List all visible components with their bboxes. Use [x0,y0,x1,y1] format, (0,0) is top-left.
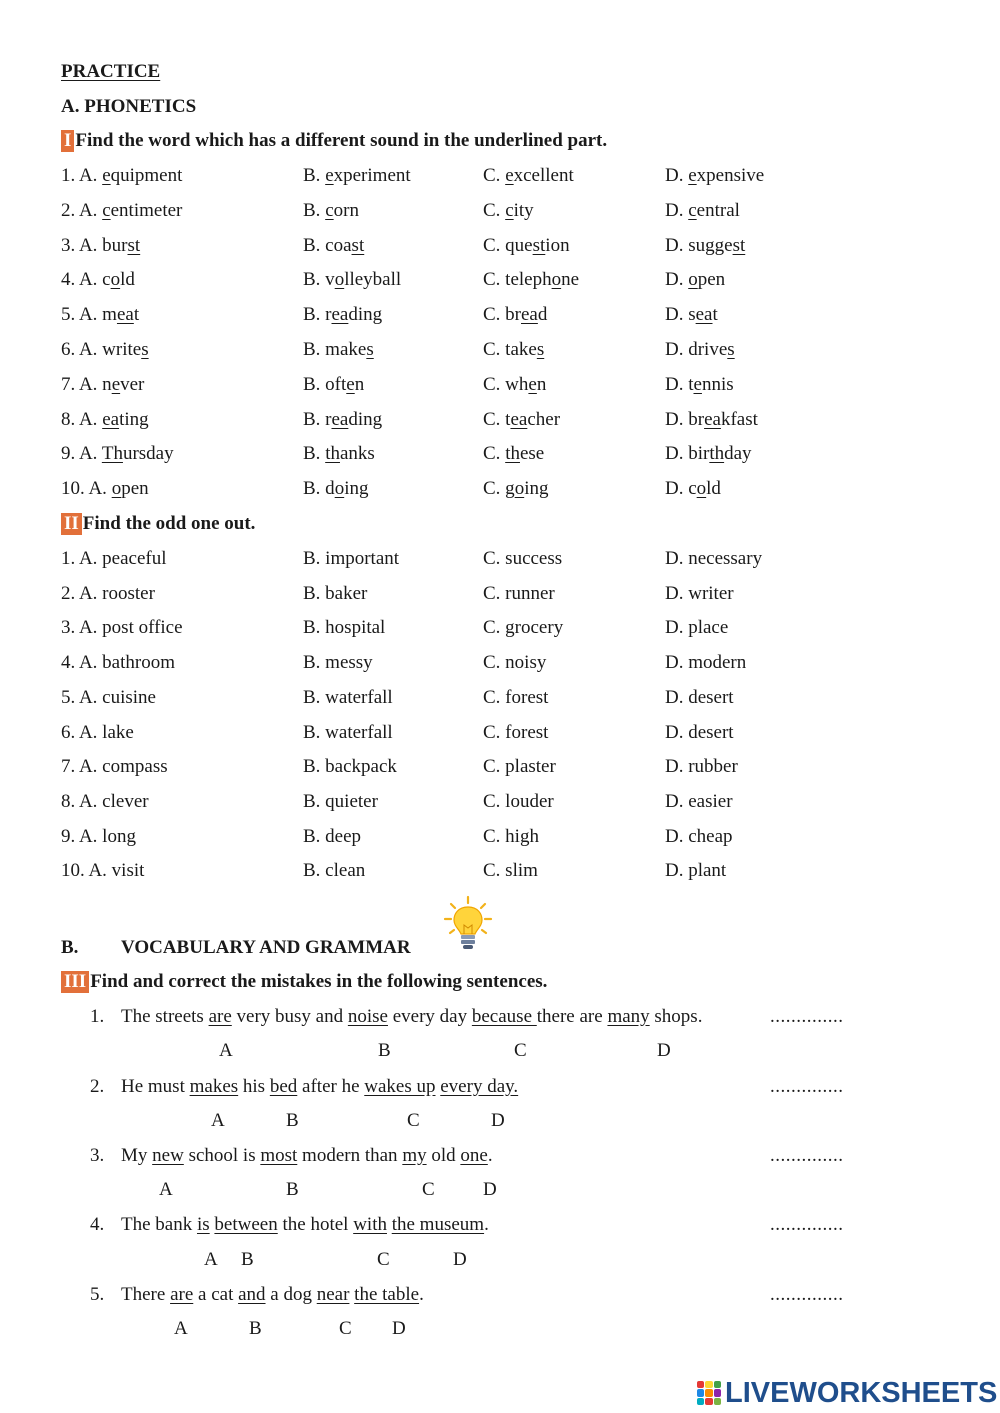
odd-one-out-option: C. forest [483,687,549,708]
option-text: n [536,374,547,395]
odd-one-out-option: D. easier [665,791,733,812]
option-letter-c: C [377,1249,390,1270]
option-text: B. oft [303,374,347,395]
sentence-text [121,1005,702,1029]
sentence-text [121,1213,489,1237]
underlined-sound: s [727,339,735,360]
exercise-2-instruction [61,512,255,536]
sentence-number: 1. [90,1006,105,1027]
underlined-sound: th [505,443,520,464]
option-letter-b: B [286,1110,299,1131]
phonetics-option [483,408,560,432]
odd-one-out-option: 7. A. compass [61,756,168,777]
odd-one-out-option: C. plaster [483,756,556,777]
odd-one-out-option: D. desert [665,722,734,743]
phonetics-option [61,164,182,188]
answer-blank[interactable]: .............. [770,1214,844,1235]
underlined-part: most [260,1145,298,1166]
underlined-sound: o [696,478,707,499]
sentence-segment: shops. [649,1006,703,1027]
option-text: pen [697,269,726,290]
answer-blank[interactable]: .............. [770,1145,844,1166]
option-text: ld [706,478,721,499]
option-text: 2. A. [61,200,103,221]
lightbulb-icon [442,895,494,953]
option-text: C. que [483,235,533,256]
sentence-number: 3. [90,1145,105,1166]
answer-blank[interactable]: .............. [770,1076,844,1097]
option-text: nnis [701,374,734,395]
odd-one-out-option: 10. A. visit [61,860,145,881]
underlined-sound: o [111,478,122,499]
option-text: ting [119,409,149,430]
underlined-part: and [238,1284,266,1305]
odd-one-out-option: D. necessary [665,548,763,569]
phonetics-option [303,234,364,258]
sentence-segment: his [238,1076,270,1097]
option-text: ion [545,235,570,256]
option-text: C. [483,200,506,221]
sentence-segment: after he [297,1076,365,1097]
phonetics-option [665,408,758,432]
underlined-sound: st [532,235,546,256]
option-letter-a: A [219,1040,233,1061]
underlined-part: between [214,1214,278,1235]
underlined-sound: ea [331,409,349,430]
option-text: B. r [303,409,332,430]
option-text: C. br [483,304,521,325]
option-text: pen [121,478,149,499]
option-text: B. d [303,478,335,499]
option-text: C. g [483,478,515,499]
option-text: D. br [665,409,705,430]
phonetics-option [665,338,735,362]
exercise-3-instruction [61,970,547,994]
underlined-sound: th [325,443,340,464]
option-text: D. sugge [665,235,733,256]
odd-one-out-option: C. slim [483,860,538,881]
underlined-part: my [402,1145,427,1166]
option-text: ing [524,478,549,499]
phonetics-option [483,164,574,188]
sentence-number: 2. [90,1076,105,1097]
option-letter-d: D [657,1040,671,1061]
option-text: xperiment [333,165,411,186]
odd-one-out-option: B. waterfall [303,722,393,743]
phonetics-option [303,268,401,292]
option-text: quipment [110,165,183,186]
odd-one-out-option: D. place [665,617,729,638]
underlined-sound: s [536,339,545,360]
underlined-sound: o [334,478,345,499]
underlined-sound: s [366,339,374,360]
exercise-2-instruction-text: Find the odd one out. [82,513,256,534]
option-letter-c: C [514,1040,527,1061]
underlined-sound: e [528,374,537,395]
sentence-segment: school is [183,1145,261,1166]
phonetics-option [303,303,382,327]
odd-one-out-option: 2. A. rooster [61,583,155,604]
underlined-sound: c [102,200,111,221]
odd-one-out-option: D. desert [665,687,734,708]
answer-blank[interactable]: .............. [770,1284,844,1305]
odd-one-out-option: 6. A. lake [61,722,134,743]
phonetics-option [483,477,548,501]
underlined-sound: ea [521,304,538,325]
sentence-number: 5. [90,1284,105,1305]
underlined-sound: st [127,235,141,256]
phonetics-option [665,234,745,258]
odd-one-out-option: 4. A. bathroom [61,652,175,673]
odd-one-out-option: C. grocery [483,617,564,638]
odd-one-out-option: B. important [303,548,400,569]
phonetics-option [303,338,374,362]
sentence-segment: a cat [193,1284,239,1305]
option-text: ver [120,374,145,395]
option-text: 7. A. n [61,374,112,395]
exercise-2-badge: II [61,513,82,535]
option-text: D. [665,165,689,186]
option-text: D. [665,200,689,221]
option-letter-d: D [392,1318,406,1339]
odd-one-out-option: C. noisy [483,652,547,673]
option-text: orn [333,200,359,221]
phonetics-option [303,164,411,188]
sentence-segment: old [426,1145,461,1166]
phonetics-option [665,268,725,292]
odd-one-out-option: B. backpack [303,756,397,777]
phonetics-option [665,442,752,466]
odd-one-out-option: 1. A. peaceful [61,548,167,569]
option-text: ese [519,443,545,464]
phonetics-option [483,373,546,397]
underlined-part: is [196,1214,210,1235]
sentence-segment: modern than [297,1145,403,1166]
answer-blank[interactable]: .............. [770,1006,844,1027]
option-text: C. teleph [483,269,552,290]
option-letter-d: D [483,1179,497,1200]
option-text: day [724,443,752,464]
underlined-sound: ea [510,409,528,430]
odd-one-out-option: C. louder [483,791,554,812]
option-text: 3. A. bur [61,235,128,256]
option-text: xpensive [696,165,765,186]
phonetics-option [483,338,544,362]
underlined-part: the table [354,1284,420,1305]
underlined-sound: e [325,165,334,186]
option-text: B. [303,165,326,186]
option-text: 9. A. [61,443,102,464]
phonetics-option [483,303,547,327]
phonetics-option [483,442,544,466]
underlined-sound: c [325,200,334,221]
phonetics-option [303,199,359,223]
option-text: D. drive [665,339,728,360]
underlined-sound: Th [101,443,123,464]
odd-one-out-option: B. waterfall [303,687,393,708]
underlined-sound: o [688,269,698,290]
option-text: D. bir [665,443,710,464]
phonetics-option [61,268,135,292]
underlined-sound: e [688,165,697,186]
odd-one-out-option: 9. A. long [61,826,136,847]
exercise-1-badge: I [61,130,74,152]
option-text: ursday [122,443,174,464]
underlined-part: makes [189,1076,239,1097]
underlined-sound: c [688,200,697,221]
phonetics-option [303,442,375,466]
underlined-part: are [208,1006,232,1027]
odd-one-out-option: B. baker [303,583,368,604]
exercise-3-badge: III [61,971,89,993]
option-text: d [537,304,548,325]
sentence-segment: . [419,1284,424,1305]
underlined-sound: th [709,443,725,464]
sentence-segment: My [121,1145,153,1166]
phonetics-option [665,164,764,188]
option-text: 5. A. m [61,304,117,325]
option-text: B. [303,200,326,221]
liveworksheets-logo-text: LIVEWORKSHEETS [725,1376,998,1409]
sentence-text [121,1144,493,1168]
sentence-segment: There [121,1284,171,1305]
odd-one-out-option: B. messy [303,652,373,673]
option-letter-b: B [286,1179,299,1200]
section-b-letter: B. [61,937,79,958]
option-text: ding [348,409,383,430]
option-text: ding [348,304,383,325]
underlined-sound: ea [331,304,349,325]
option-letter-b: B [241,1249,254,1270]
option-text: kfast [720,409,758,430]
option-text: B. r [303,304,332,325]
option-text: entimeter [110,200,183,221]
option-text: xcellent [513,165,574,186]
odd-one-out-option: 8. A. clever [61,791,149,812]
option-text: 4. A. c [61,269,111,290]
option-letter-c: C [339,1318,352,1339]
option-text: B. [303,443,326,464]
underlined-sound: e [346,374,355,395]
option-letter-d: D [453,1249,467,1270]
exercise-1-instruction-text: Find the word which has a different sound in the underlined part. [75,130,608,151]
phonetics-option [483,268,579,292]
sentence-text [121,1283,424,1307]
section-a-title: A. PHONETICS [61,96,197,117]
phonetics-option [61,477,149,501]
sentence-segment: . [487,1145,493,1166]
sentence-segment: every day [387,1006,472,1027]
sentence-segment: a dog [265,1284,317,1305]
underlined-sound: ea [116,304,134,325]
underlined-sound: o [514,478,525,499]
option-letter-a: A [211,1110,225,1131]
underlined-sound: o [110,269,121,290]
option-text: C. wh [483,374,529,395]
underlined-part: bed [269,1076,298,1097]
underlined-sound: e [111,374,121,395]
option-text: B. v [303,269,335,290]
underlined-part: are [170,1284,194,1305]
sentence-segment: the hotel [277,1214,354,1235]
odd-one-out-option: 3. A. post office [61,617,183,638]
option-text: D. t [665,374,694,395]
exercise-3-instruction-text: Find and correct the mistakes in the following sentences. [90,971,548,992]
phonetics-option [61,373,144,397]
option-text: 8. A. [61,409,103,430]
phonetics-option [665,477,721,501]
option-text: lleyball [344,269,402,290]
sentence-segment: very busy and [231,1006,348,1027]
underlined-part: with [353,1214,387,1235]
phonetics-option [483,234,570,258]
odd-one-out-option: C. forest [483,722,549,743]
underlined-part: wakes up [364,1076,436,1097]
underlined-part: noise [347,1006,388,1027]
option-text: D. c [665,478,697,499]
phonetics-option [303,477,368,501]
option-text: ity [513,200,534,221]
option-letter-a: A [159,1179,173,1200]
underlined-sound: st [732,235,746,256]
odd-one-out-option: B. hospital [303,617,386,638]
phonetics-option [665,199,740,223]
phonetics-option [61,338,149,362]
underlined-sound: o [334,269,345,290]
option-text: entral [696,200,740,221]
option-text: C. [483,165,506,186]
phonetics-option [61,199,182,223]
sentence-segment: He must [121,1076,190,1097]
option-text: ing [344,478,369,499]
odd-one-out-option: D. cheap [665,826,733,847]
sentence-segment: . [484,1214,489,1235]
option-text: n [354,374,365,395]
phonetics-option [303,408,382,432]
odd-one-out-option: C. success [483,548,563,569]
phonetics-option [61,303,139,327]
underlined-part: the museum [391,1214,485,1235]
liveworksheets-logo [697,1375,997,1411]
exercise-1-instruction [61,129,607,153]
option-text: ld [120,269,135,290]
option-letter-c: C [407,1110,420,1131]
option-text: D. [665,269,689,290]
option-letter-a: A [204,1249,218,1270]
option-text: C. [483,443,506,464]
odd-one-out-option: D. modern [665,652,747,673]
phonetics-option [61,442,174,466]
underlined-sound: e [693,374,702,395]
underlined-sound: e [102,165,111,186]
underlined-sound: c [505,200,514,221]
underlined-part: new [152,1145,184,1166]
sentence-segment: The streets [121,1006,209,1027]
odd-one-out-option: D. plant [665,860,727,881]
sentence-number: 4. [90,1214,105,1235]
odd-one-out-option: D. rubber [665,756,738,777]
sentence-segment: The bank [121,1214,197,1235]
option-text: t [712,304,718,325]
option-letter-b: B [249,1318,262,1339]
option-text: C. t [483,409,511,430]
odd-one-out-option: B. clean [303,860,366,881]
option-text: B. make [303,339,367,360]
option-letter-b: B [378,1040,391,1061]
phonetics-option [61,234,140,258]
underlined-part: every day. [440,1076,519,1097]
liveworksheets-logo-icon [697,1381,721,1405]
underlined-sound: s [141,339,149,360]
odd-one-out-option: B. quieter [303,791,378,812]
option-text: 6. A. write [61,339,142,360]
option-letter-a: A [174,1318,188,1339]
underlined-sound: o [551,269,562,290]
option-text: ne [561,269,580,290]
sentence-segment: there are [536,1006,608,1027]
odd-one-out-option: B. deep [303,826,362,847]
underlined-part: one [460,1145,488,1166]
underlined-sound: ea [704,409,721,430]
option-text: anks [339,443,375,464]
phonetics-option [61,408,149,432]
phonetics-option [303,373,364,397]
phonetics-option [483,199,534,223]
phonetics-option [665,303,718,327]
option-text: cher [527,409,561,430]
option-letter-d: D [491,1110,505,1131]
underlined-part: many [607,1006,650,1027]
odd-one-out-option: D. writer [665,583,734,604]
option-letter-c: C [422,1179,435,1200]
option-text: B. coa [303,235,352,256]
page-title: PRACTICE [61,61,161,82]
underlined-part: because [471,1006,537,1027]
phonetics-option [665,373,734,397]
underlined-sound: ea [695,304,713,325]
underlined-sound: st [351,235,365,256]
underlined-sound: e [505,165,514,186]
odd-one-out-option: 5. A. cuisine [61,687,156,708]
section-b-title: VOCABULARY AND GRAMMAR [121,937,411,958]
option-text: D. s [665,304,696,325]
odd-one-out-option: C. high [483,826,539,847]
option-text: t [133,304,140,325]
option-text: 1. A. [61,165,103,186]
underlined-sound: ea [102,409,120,430]
sentence-text [121,1075,518,1099]
underlined-part: near [316,1284,350,1305]
option-text: 10. A. [61,478,112,499]
odd-one-out-option: C. runner [483,583,555,604]
option-text: C. take [483,339,537,360]
